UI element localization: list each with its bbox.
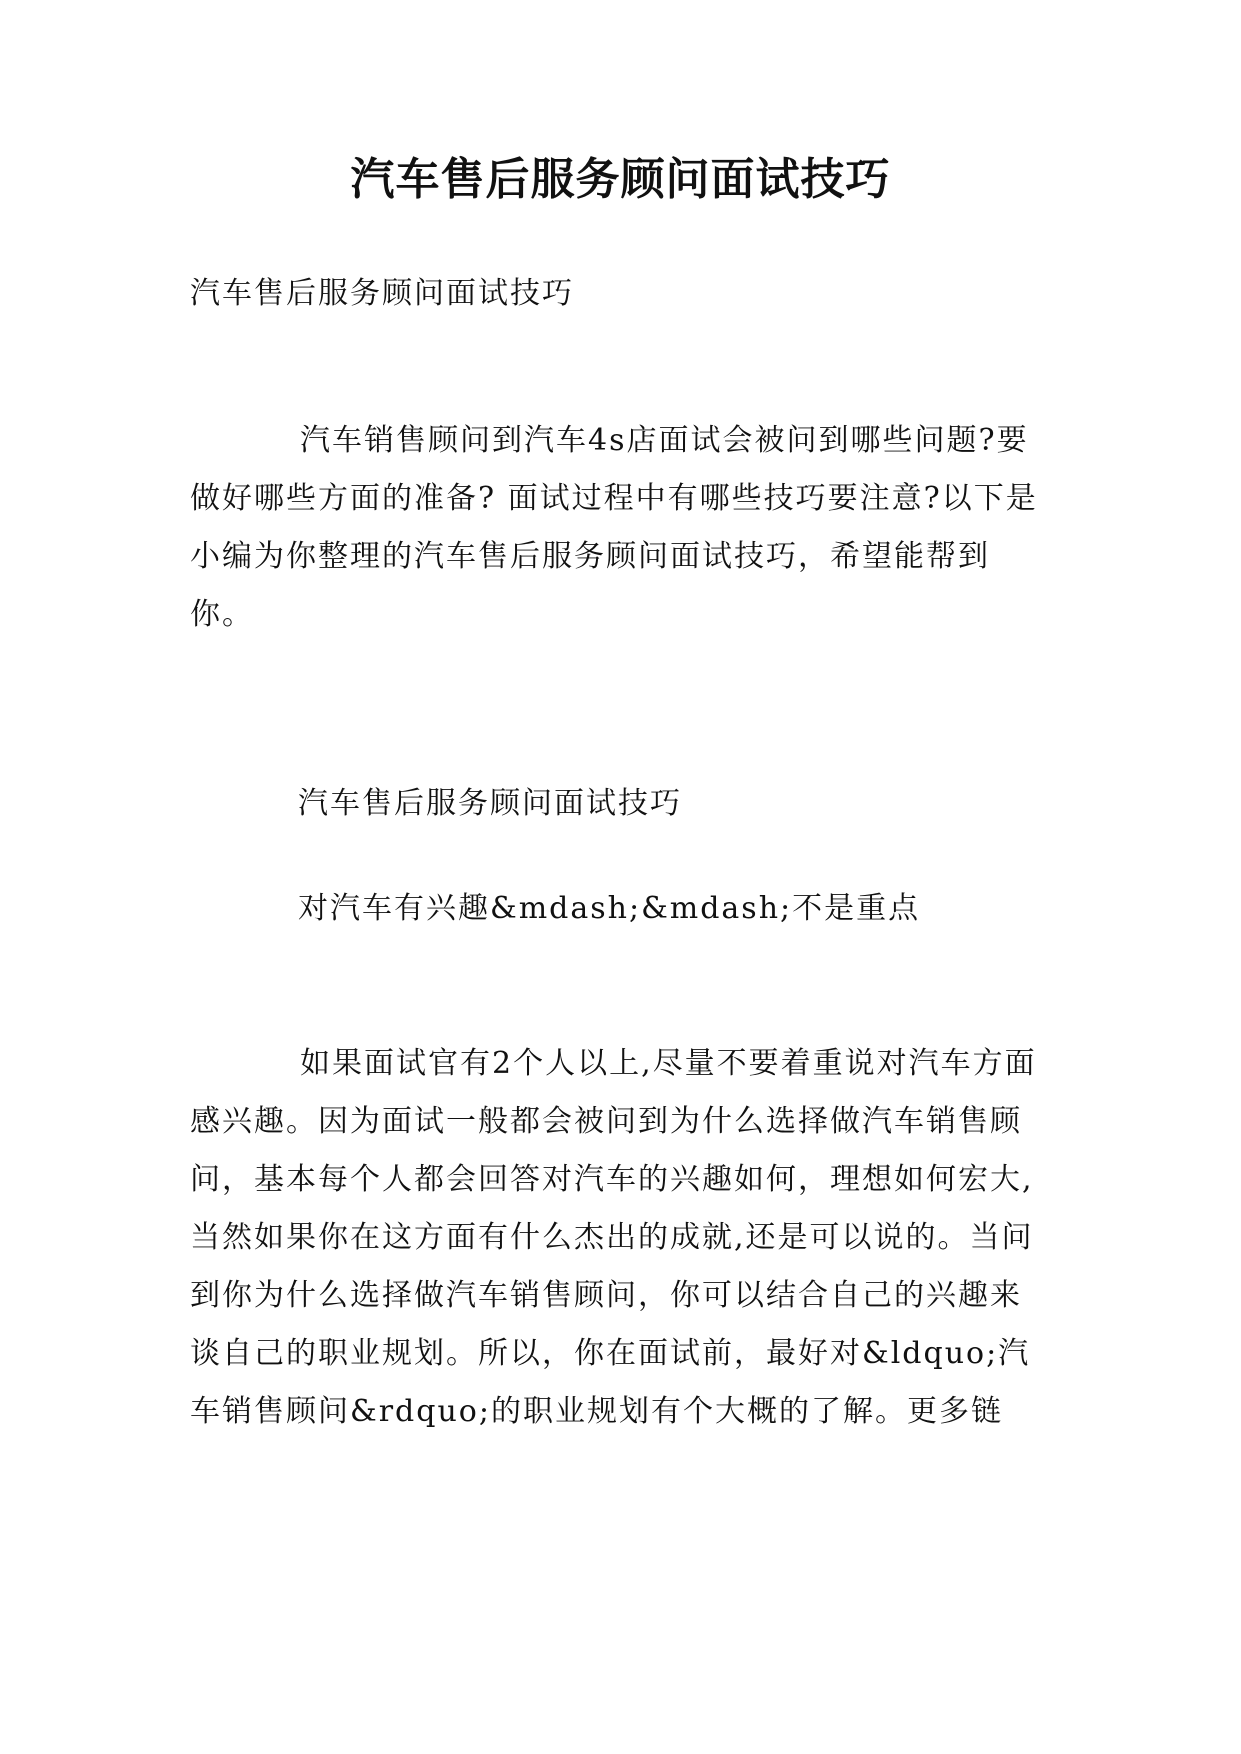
point-heading: 对汽车有兴趣&mdash;&mdash;不是重点 <box>298 891 921 926</box>
document-subtitle: 汽车售后服务顾问面试技巧 <box>190 276 574 311</box>
document-title: 汽车售后服务顾问面试技巧 <box>350 154 891 205</box>
body-paragraph: 如果面试官有2个人以上,尽量不要着重说对汽车方面感兴趣。因为面试一般都会被问到为什么选择做汽车销售顾问，基本每个人都会回答对汽车的兴趣如何，理想如何宏大,当然如果你在这方面有什么杰出的成就,还是可以说的。当问到你为什么选择做汽车销售顾问，你可以结合自己的兴趣来谈自己的职业规划。所以，你在面试前，最好对&ldquo;汽车销售顾问&rdquo;的职业规划有个大概的了解。更多链 <box>190 1046 1037 1429</box>
intro-paragraph: 汽车销售顾问到汽车4s店面试会被问到哪些问题?要做好哪些方面的准备? 面试过程中有哪些技巧要注意?以下是小编为你整理的汽车售后服务顾问面试技巧，希望能帮到你。 <box>190 423 1038 632</box>
section-heading: 汽车售后服务顾问面试技巧 <box>298 786 682 821</box>
